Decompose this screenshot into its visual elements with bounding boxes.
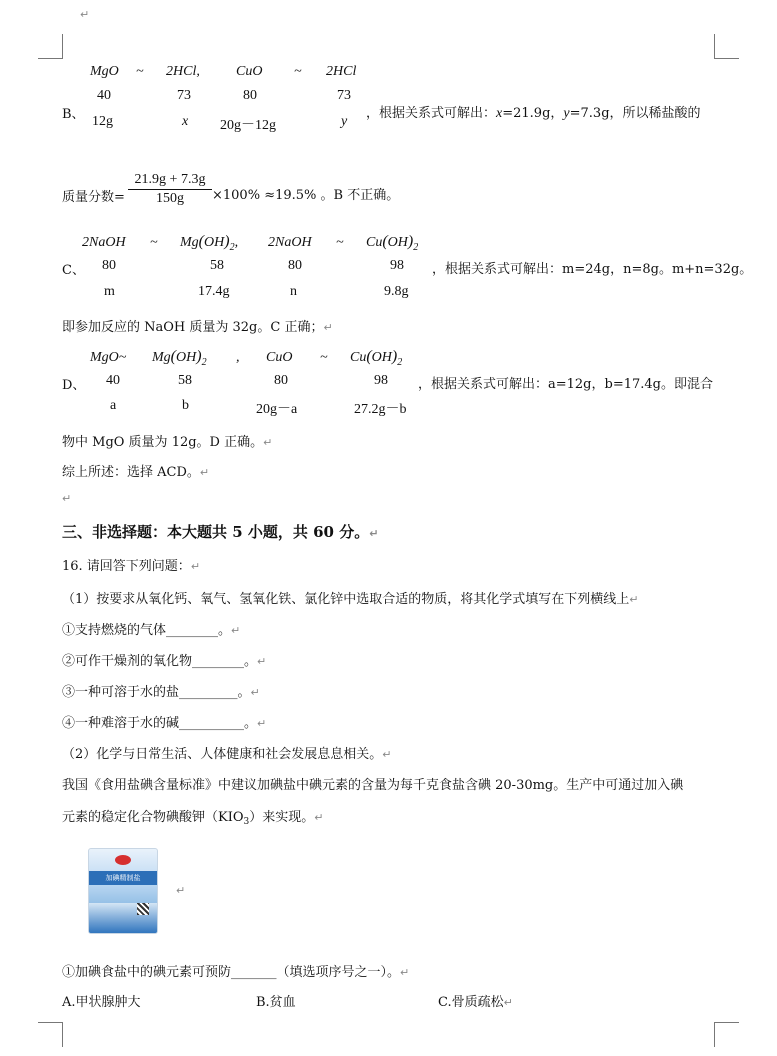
ratio-variable: b	[182, 398, 189, 413]
choice-c: C.骨质疏松↵	[438, 995, 513, 1010]
formula-tilde: ~	[320, 350, 328, 365]
question-item: ④一种难溶于水的碱__________。↵	[62, 716, 267, 731]
formula-tilde: ~	[150, 235, 158, 250]
formula-mgoh2: $Mg(OH)_2$	[152, 348, 207, 368]
formula-comma: ,	[236, 350, 240, 365]
iodized-salt-package-image	[88, 848, 158, 934]
question-item: ③一种可溶于水的盐_________。↵	[62, 685, 260, 700]
ratio-variable: n	[290, 284, 297, 299]
crop-mark-bottom-right	[714, 1022, 739, 1047]
formula-tilde: ~	[336, 235, 344, 250]
fraction	[128, 172, 212, 207]
option-label: C、	[62, 263, 85, 278]
formula-tilde: ~	[136, 64, 144, 79]
fraction-suffix: ×100% ≈19.5% 。B 不正确。	[212, 188, 400, 203]
ratio-number: 80	[102, 258, 116, 273]
formula-mgo: MgO~	[90, 350, 127, 365]
ratio-variable: 9.8g	[384, 284, 409, 299]
crop-mark-top-left	[38, 34, 63, 59]
formula-mgoh2: $Mg(OH)_2$,	[180, 233, 239, 253]
ratio-number: 40	[97, 88, 111, 103]
solution-text: ，根据关系式可解出：m=24g，n=8g。m+n=32g。	[432, 262, 753, 277]
ratio-number: 80	[243, 88, 257, 103]
conclusion-text: 物中 MgO 质量为 12g。D 正确。↵	[62, 435, 273, 450]
paragraph-mark: ↵	[62, 492, 72, 505]
ratio-number: 58	[178, 373, 192, 388]
fraction-denominator: 150g	[156, 191, 184, 206]
brand-logo	[115, 855, 131, 865]
formula-2naoh: 2NaOH	[268, 235, 312, 250]
ratio-number: 98	[374, 373, 388, 388]
summary-text: 综上所述：选择 ACD。↵	[62, 465, 210, 480]
crop-mark-bottom-left	[38, 1022, 63, 1047]
ratio-number: 98	[390, 258, 404, 273]
formula-cuoh2: $Cu(OH)_2$	[366, 233, 419, 253]
ratio-variable: 20g－a	[256, 402, 298, 417]
question-item: ②可作干燥剂的氧化物________。↵	[62, 654, 267, 669]
formula-2naoh: 2NaOH	[82, 235, 126, 250]
conclusion-text: 即参加反应的 NaOH 质量为 32g。C 正确；↵	[62, 320, 333, 335]
ratio-variable: m	[104, 284, 115, 299]
ratio-number: 73	[177, 88, 191, 103]
question-intro: 16. 请回答下列问题：↵	[62, 559, 201, 574]
ratio-variable: 12g	[92, 114, 113, 129]
choice-b: B.贫血	[256, 995, 296, 1010]
body-text: 元素的稳定化合物碘酸钾$(KIO_3)$来实现。↵	[62, 810, 324, 827]
solution-text: ，根据关系式可解出：a=12g，b=17.4g。即混合	[418, 377, 713, 392]
solution-text: ，根据关系式可解出：x=21.9g，y=7.3g，所以稀盐酸的	[366, 106, 701, 121]
choice-a: A.甲状腺肿大	[62, 995, 141, 1010]
ratio-number: 80	[288, 258, 302, 273]
ratio-variable: y	[341, 114, 348, 129]
ratio-variable: 17.4g	[198, 284, 230, 299]
ratio-variable: x	[182, 114, 189, 129]
ratio-number: 40	[106, 373, 120, 388]
ratio-number: 80	[274, 373, 288, 388]
formula-mgo: MgO	[90, 64, 119, 79]
question-item: ①支持燃烧的气体________。↵	[62, 623, 241, 638]
body-text: 我国《食用盐碘含量标准》中建议加碘盐中碘元素的含量为每千克食盐含碘 20-30mg。生产中可通过加入碘	[62, 778, 684, 793]
ratio-number: 73	[337, 88, 351, 103]
section-title: 三、非选择题：本大题共 5 小题，共 60 分。↵	[62, 523, 379, 541]
option-label: D、	[62, 378, 86, 393]
crop-mark-top-right	[714, 34, 739, 59]
formula-cuo: CuO	[266, 350, 293, 365]
ratio-number: 58	[210, 258, 224, 273]
formula-cuoh2: $Cu(OH)_2$	[350, 348, 403, 368]
paragraph-mark: ↵	[176, 884, 186, 897]
formula-tilde: ~	[294, 64, 302, 79]
option-label: B、	[62, 107, 85, 122]
ratio-variable: a	[110, 398, 117, 413]
paragraph-mark: ↵	[80, 8, 90, 21]
formula-2hcl: 2HCl,	[166, 64, 200, 79]
formula-2hcl: 2HCl	[326, 64, 357, 79]
formula-cuo: CuO	[236, 64, 263, 79]
qr-code-icon	[137, 903, 149, 915]
ratio-variable: 27.2g－b	[354, 402, 407, 417]
question-part-2: （2）化学与日常生活、人体健康和社会发展息息相关。↵	[62, 747, 392, 762]
package-label: 加碘精制盐	[105, 874, 141, 882]
ratio-variable: 20g－12g	[220, 118, 276, 133]
question-sub-1: ①加碘食盐中的碘元素可预防_______（填选项序号之一）。↵	[62, 965, 410, 980]
fraction-prefix: 质量分数=	[62, 190, 125, 205]
question-part-1: （1）按要求从氧化钙、氧气、氢氧化铁、氯化锌中选取合适的物质，将其化学式填写在下列横线上↵	[62, 592, 639, 607]
fraction-numerator: 21.9g + 7.3g	[134, 172, 206, 187]
